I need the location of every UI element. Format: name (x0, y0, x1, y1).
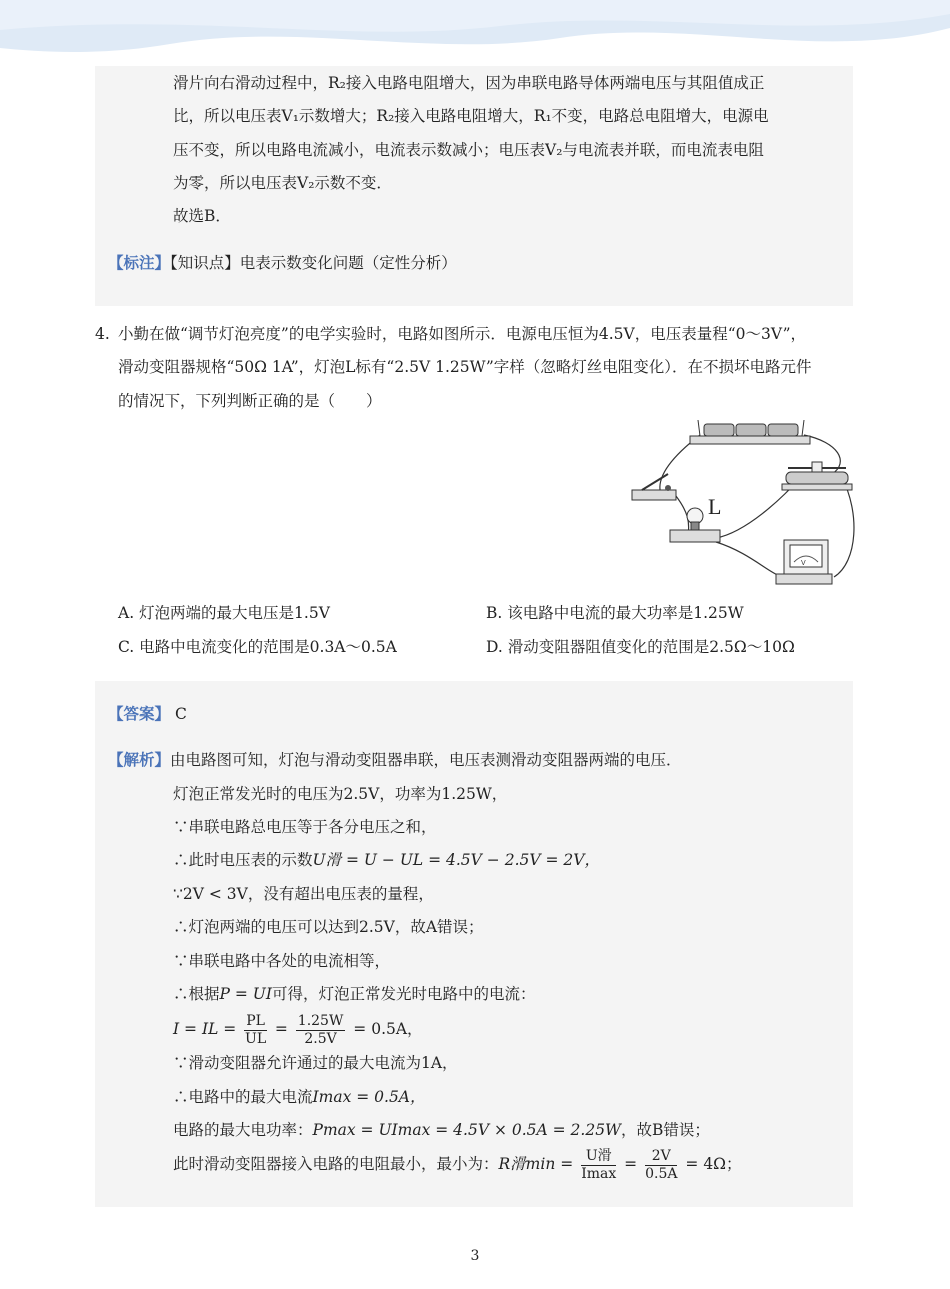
switch-icon (632, 474, 676, 500)
analysis-line-8-equation: P = UI (219, 985, 272, 1003)
page-number: 3 (470, 1248, 480, 1264)
fraction-u-imax (581, 1148, 616, 1183)
question-number: 4. (95, 325, 110, 343)
analysis-line-9: I = IL = $\frac{PL}{UL}$ = $\frac{1.25W}{2.5V}$ = 0.5A， (173, 1012, 423, 1047)
fraction-denominator: 0.5A (645, 1165, 678, 1182)
battery-icon (690, 420, 810, 444)
analysis-line-7: ∵串联电路中各处的电流相等， (173, 952, 391, 970)
analysis-line-4 (173, 850, 600, 870)
analysis-line-11 (173, 1087, 426, 1107)
analysis-line-6: ∴灯泡两端的电压可以达到2.5V，故A错误； (173, 918, 484, 936)
svg-text:V: V (801, 560, 806, 567)
analysis-label: 【解析】 (108, 750, 171, 769)
analysis-line-4-text: ∴此时电压表的示数 (173, 851, 313, 869)
prev-line-5: 故选B． (173, 207, 231, 225)
resistance-equation-rhs: = 4Ω； (685, 1155, 742, 1173)
analysis-line-11-equation: Imax = 0.5A， (312, 1088, 426, 1106)
answer-value: C (174, 705, 187, 723)
header-wave-decoration (0, 0, 950, 70)
option-a: A. 灯泡两端的最大电压是1.5V (118, 604, 330, 622)
current-equation-rhs: = 0.5A， (353, 1020, 423, 1038)
fraction-values-r (645, 1148, 677, 1183)
fraction-denominator: Imax (581, 1165, 617, 1182)
question-line-1: 小勤在做“调节灯泡亮度”的电学实验时，电路如图所示．电源电压恒为4.5V，电压表量程“0～3V”， (118, 325, 807, 343)
fraction-values (296, 1013, 346, 1048)
prev-line-4: 为零，所以电压表V₂示数不变． (173, 174, 392, 192)
voltmeter-icon (776, 540, 832, 584)
analysis-line-10: ∵滑动变阻器允许通过的最大电流为1A， (173, 1054, 458, 1072)
analysis-line-8-post: 可得，灯泡正常发光时电路中的电流： (271, 985, 536, 1003)
fraction-numerator: PL (246, 1012, 265, 1029)
option-b: B. 该电路中电流的最大功率是1.25W (486, 604, 744, 622)
question-line-2: 滑动变阻器规格“50Ω 1A”，灯泡L标有“2.5V 1.25W”字样（忽略灯丝电阻变化）．在不损坏电路元件 (118, 358, 812, 376)
prev-tag-row (108, 253, 457, 273)
question-line-3: 的情况下，下列判断正确的是（ ） (118, 392, 382, 410)
fraction-denominator: 2.5V (304, 1030, 337, 1047)
analysis-line-2: 灯泡正常发光时的电压为2.5V，功率为1.25W， (173, 785, 508, 803)
option-d: D. 滑动变阻器阻值变化的范围是2.5Ω～10Ω (486, 638, 795, 656)
analysis-line-3: ∵串联电路总电压等于各分电压之和， (173, 818, 437, 836)
prev-line-2: 比，所以电压表V₁示数增大；R₂接入电路电阻增大，R₁不变，电路总电阻增大，电源电 (173, 107, 769, 125)
analysis-line-5: ∵2V < 3V，没有超出电压表的量程， (173, 885, 434, 903)
fraction-numerator: U滑 (581, 1148, 616, 1166)
current-equation-lhs: I = IL = (173, 1020, 237, 1038)
analysis-line-8 (173, 984, 536, 1004)
answer-label: 【答案】 (108, 704, 171, 723)
fraction-numerator: 1.25W (297, 1012, 344, 1029)
analysis-line-12-post: ，故B错误； (621, 1121, 710, 1139)
analysis-row-1 (108, 750, 682, 770)
resistance-equation-lhs: R滑min = (498, 1155, 574, 1173)
analysis-line-12-pre: 电路的最大电功率： (173, 1121, 313, 1139)
lamp-label: L (708, 494, 722, 519)
analysis-line-12 (173, 1120, 710, 1140)
analysis-line-1: 由电路图可知，灯泡与滑动变阻器串联，电压表测滑动变阻器两端的电压． (170, 751, 682, 769)
answer-row (108, 704, 187, 724)
analysis-line-12-equation: Pmax = UImax = 4.5V × 0.5A = 2.25W (312, 1121, 621, 1139)
prev-line-3: 压不变，所以电路电流减小，电流表示数减小；电压表V₂与电流表并联，而电流表电阻 (173, 141, 764, 159)
tag-label: 【标注】 (108, 253, 171, 272)
fraction-denominator: UL (245, 1030, 267, 1047)
tag-text: 【知识点】电表示数变化问题（定性分析） (170, 254, 457, 272)
prev-line-1: 滑片向右滑动过程中，R₂接入电路电阻增大，因为串联电路导体两端电压与其阻值成正 (173, 74, 765, 92)
option-c: C. 电路中电流变化的范围是0.3A～0.5A (118, 638, 397, 656)
fraction-numerator: 2V (645, 1148, 677, 1166)
circuit-diagram (628, 412, 858, 602)
analysis-line-13-text: 此时滑动变阻器接入电路的电阻最小，最小为： (173, 1155, 499, 1173)
analysis-line-11-text: ∴电路中的最大电流 (173, 1088, 313, 1106)
analysis-line-4-equation: U滑 = U − UL = 4.5V − 2.5V = 2V， (312, 851, 600, 869)
rheostat-icon (782, 462, 852, 490)
analysis-line-8-pre: ∴根据 (173, 985, 220, 1003)
analysis-line-13: 此时滑动变阻器接入电路的电阻最小，最小为：R滑min = $\frac{\text{U滑}}{Imax}$ = $\frac{2V}{0.5A}$ = 4Ω； (173, 1147, 742, 1182)
fraction-pl-ul (244, 1013, 267, 1048)
